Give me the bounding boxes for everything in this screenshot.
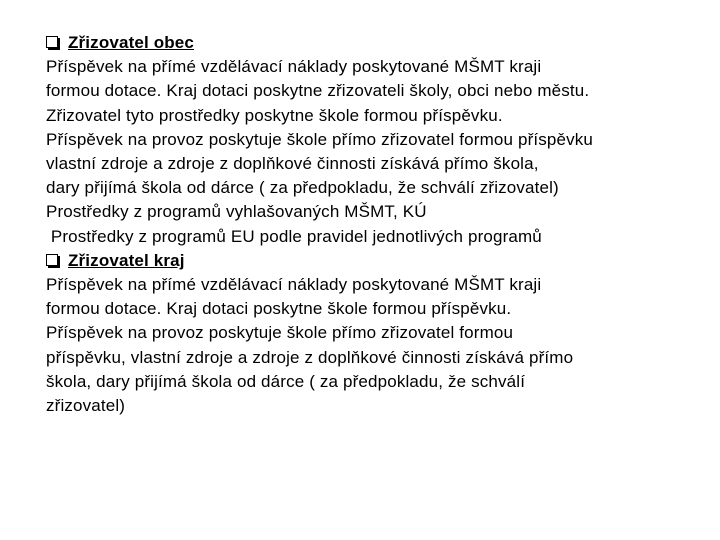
text-line: Příspěvek na provoz poskytuje škole přímo zřizovatel formou xyxy=(46,323,514,343)
text-line: Příspěvek na přímé vzdělávací náklady poskytované MŠMT kraji xyxy=(46,57,542,77)
slide-body xyxy=(46,31,706,418)
section-heading-obec xyxy=(46,31,706,55)
checkbox-bullet-icon xyxy=(46,36,58,48)
text-line: formou dotace. Kraj dotaci poskytne zřizovateli školy, obci nebo městu. xyxy=(46,81,590,101)
checkbox-bullet-icon xyxy=(46,254,58,266)
text-line: Příspěvek na provoz poskytuje škole přímo zřizovatel formou příspěvku xyxy=(46,129,594,149)
text-line: dary přijímá škola od dárce ( za předpokladu, že schválí zřizovatel) xyxy=(46,178,559,198)
text-line: Prostředky z programů vyhlašovaných MŠMT, KÚ xyxy=(46,202,427,222)
heading-text: Zřizovatel obec xyxy=(68,33,195,52)
text-line: Příspěvek na přímé vzdělávací náklady poskytované MŠMT kraji xyxy=(46,275,542,295)
text-line: Zřizovatel tyto prostředky poskytne škole formou příspěvku. xyxy=(46,105,503,125)
text-line: zřizovatel) xyxy=(46,396,126,416)
section-heading-kraj xyxy=(46,249,706,273)
heading-text: Zřizovatel kraj xyxy=(68,250,185,270)
text-line: příspěvku, vlastní zdroje a zdroje z doplňkové činnosti získává přímo xyxy=(46,347,574,367)
text-line: vlastní zdroje a zdroje z doplňkové činnosti získává přímo škola, xyxy=(46,154,539,174)
text-line: škola, dary přijímá škola od dárce ( za předpokladu, že schválí xyxy=(46,371,526,391)
text-line: Prostředky z programů EU podle pravidel jednotlivých programů xyxy=(46,226,542,246)
text-line: formou dotace. Kraj dotaci poskytne škole formou příspěvku. xyxy=(46,299,512,319)
